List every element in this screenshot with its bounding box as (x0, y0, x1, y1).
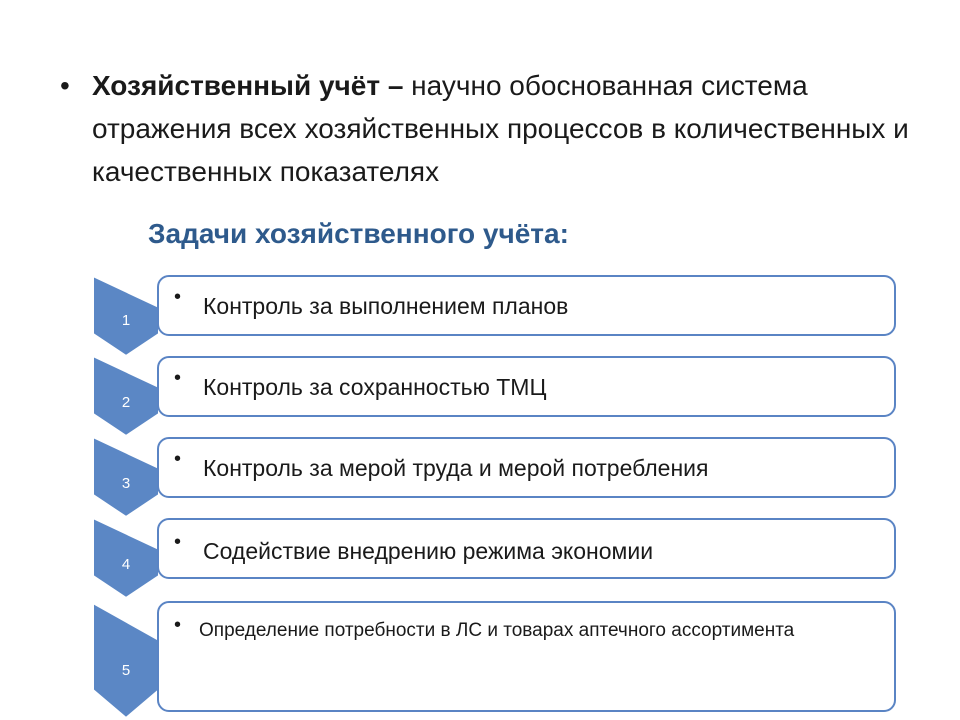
step-number-3: 3 (121, 475, 131, 492)
task-box-4 (157, 518, 896, 579)
task-text-4: Содействие внедрению режима экономии (203, 538, 654, 564)
bullet-icon: • (174, 367, 182, 389)
task-text-2: Контроль за сохранностью ТМЦ (203, 374, 547, 400)
task-box-1 (157, 275, 896, 336)
bullet-icon: • (174, 531, 182, 553)
tasks-heading: Задачи хозяйственного учёта: (148, 218, 569, 249)
task-text-3: Контроль за мерой труда и мерой потребления (203, 455, 709, 481)
bullet-icon: • (60, 70, 70, 101)
definition-text: научно обоснованная система отражения всех хозяйственных процессов в количественных и качественных показателях (92, 70, 909, 187)
step-number-4: 4 (121, 556, 131, 573)
step-number-2: 2 (121, 394, 131, 411)
task-box-2 (157, 356, 896, 417)
step-number-5: 5 (121, 662, 131, 679)
definition-term: Хозяйственный учёт – (92, 70, 404, 101)
bullet-icon: • (174, 448, 182, 470)
bullet-icon: • (174, 614, 182, 636)
task-box-3 (157, 437, 896, 498)
bullet-icon: • (174, 286, 182, 308)
step-number-1: 1 (121, 312, 131, 329)
chevron-5 (93, 603, 159, 718)
chevron-column (93, 276, 159, 718)
task-text-1: Контроль за выполнением планов (203, 293, 569, 319)
task-text-5: Определение потребности в ЛС и товарах аптечного ассортимента (199, 620, 795, 641)
task-box-5 (157, 601, 896, 712)
